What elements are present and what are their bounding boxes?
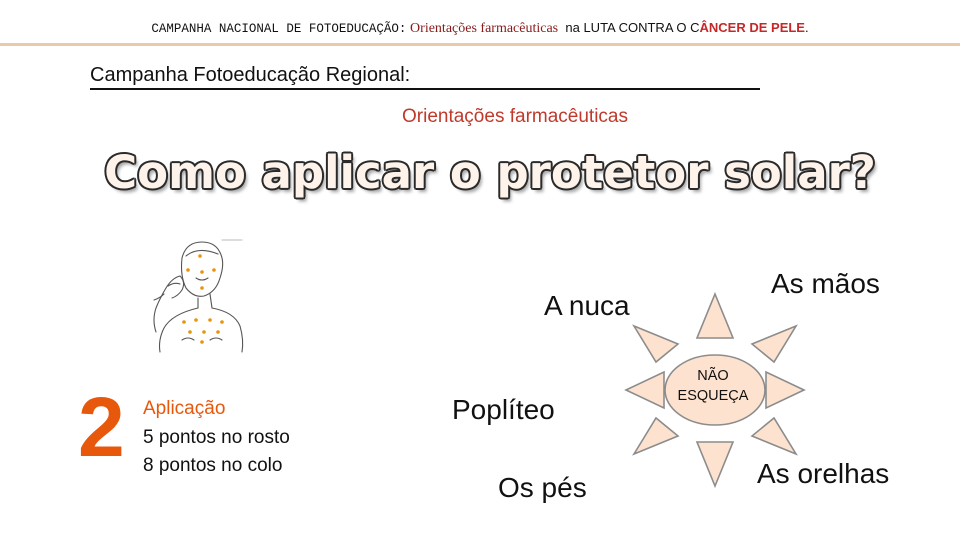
header-bar bbox=[0, 0, 960, 46]
body-part-nape: A nuca bbox=[544, 290, 630, 321]
step-description bbox=[143, 395, 290, 481]
subtitle: Orientações farmacêuticas bbox=[402, 106, 628, 127]
header-divider bbox=[0, 43, 960, 46]
header-title bbox=[0, 20, 960, 37]
sun-label bbox=[663, 366, 763, 406]
header-cancer: ÂNCER DE PELE bbox=[699, 20, 805, 35]
header-orientations: Orientações farmacêuticas bbox=[410, 21, 559, 36]
body-part-ears: As orelhas bbox=[757, 458, 890, 489]
step-line-chest: 8 pontos no colo bbox=[143, 455, 283, 476]
header-campaign: CAMPANHA NACIONAL DE FOTOEDUCAÇÃO: bbox=[151, 22, 407, 36]
step-title: Aplicação bbox=[143, 398, 226, 419]
body-part-feet: Os pés bbox=[498, 472, 587, 503]
step-number: 2 bbox=[78, 380, 125, 474]
header-period: . bbox=[804, 20, 809, 35]
face-application-icon bbox=[138, 236, 256, 356]
body-part-popliteal: Poplíteo bbox=[452, 394, 555, 425]
sun-label-line1: NÃO bbox=[697, 368, 729, 384]
headline: Como aplicar o protetor solar? bbox=[104, 146, 876, 199]
sun-label-line2: ESQUEÇA bbox=[677, 388, 749, 404]
step-line-face: 5 pontos no rosto bbox=[143, 426, 290, 448]
body-part-hands: As mãos bbox=[771, 268, 880, 299]
header-fight: na LUTA CONTRA O C bbox=[565, 20, 700, 35]
regional-campaign-label: Campanha Fotoeducação Regional: bbox=[90, 64, 760, 90]
